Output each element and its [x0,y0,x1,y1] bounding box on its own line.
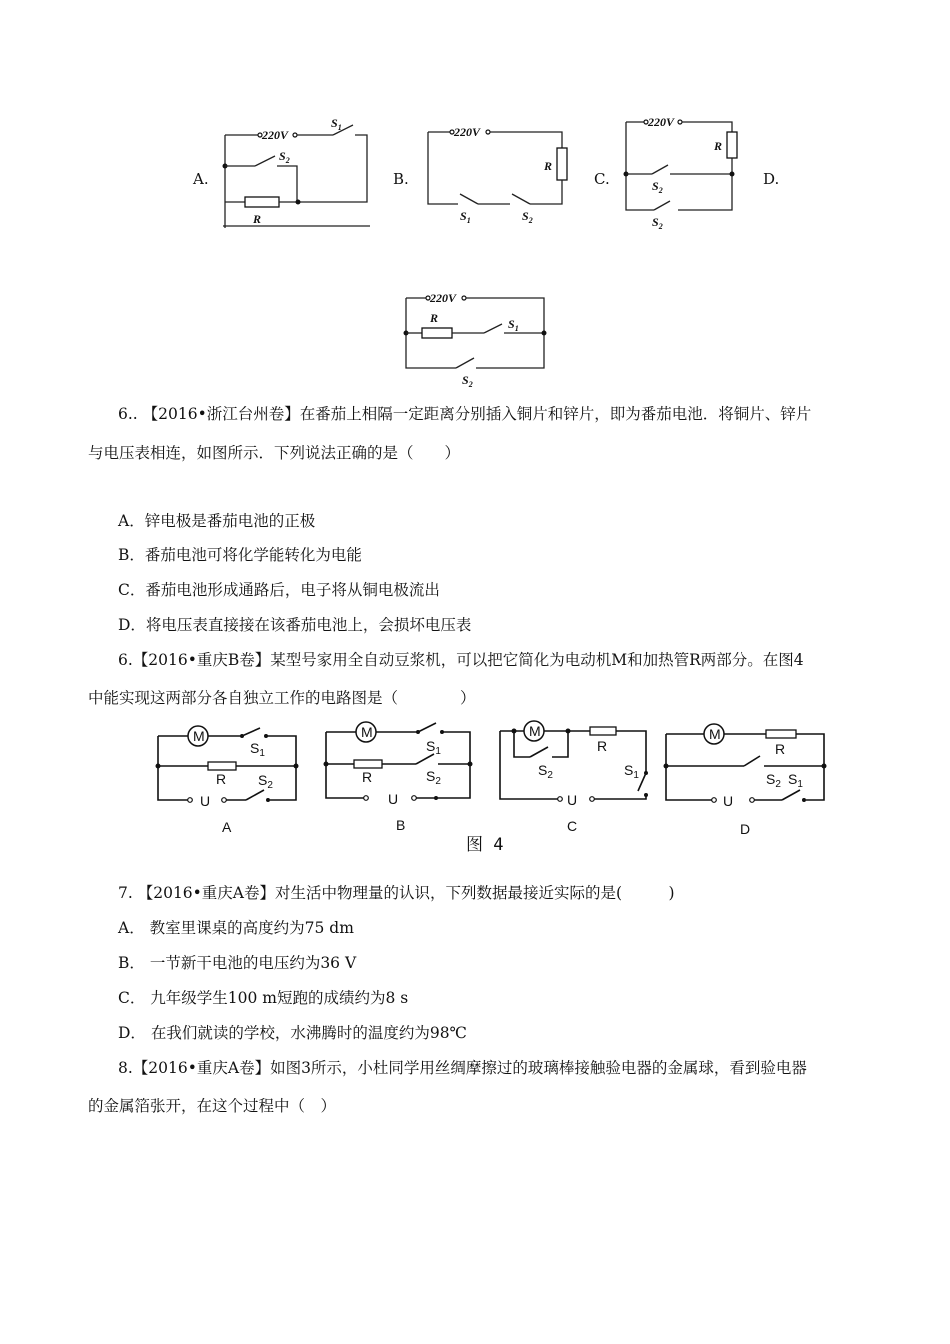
switch-label: $S_1$ [250,740,265,759]
figure-4-label-b: B [396,817,406,833]
question-7-option-c: C． 九年级学生100 m短跑的成绩约为8 s [118,989,409,1007]
voltage-label: 220V [262,128,289,142]
motor-label: M [709,726,721,742]
figure-4-label-d: D [740,821,751,837]
question-6b-line-2: 中能实现这两部分各自独立工作的电路图是（ ） [88,689,476,707]
figure-4-label-a: A [222,819,232,835]
switch-label: $S_2$ [766,771,781,790]
question-8-line-2: 的金属箔张开，在这个过程中（ ） [88,1097,337,1115]
switch-label: $S_2$ [258,772,273,791]
resistor-label: R [597,738,608,754]
switch-label: $S_2$ [538,762,553,781]
switch-label: $S_2$ [652,179,663,195]
switch-label: $S_2$ [522,209,533,225]
switch-label: $S_2$ [652,215,663,231]
voltage-label: 220V [454,125,481,139]
figure-4-circuit-d [660,718,835,843]
switch-label: $S_1$ [460,209,471,225]
question-6a-option-d: D．将电压表直接接在该番茄电池上，会损坏电压表 [118,616,472,634]
option-a-label: A. [193,170,209,188]
motor-label: M [193,728,205,744]
resistor-label: R [775,741,786,757]
switch-label: $S_2$ [426,768,441,787]
question-6a-line-2: 与电压表相连，如图所示．下列说法正确的是（ ） [88,444,461,462]
source-label: U [567,792,578,808]
question-6a-option-b: B．番茄电池可将化学能转化为电能 [118,546,362,564]
switch-label: $S_1$ [788,771,803,790]
question-6a-line-1: 6.. 【2016•浙江台州卷】在番茄上相隔一定距离分别插入铜片和锌片，即为番茄电池．将铜片、锌片 [118,405,812,423]
question-7-option-b: B． 一节新干电池的电压约为36 V [118,954,357,972]
question-6b-line-1: 6.【2016•重庆B卷】某型号家用全自动豆浆机，可以把它简化为电动机M和加热管R两部分。在图4 [118,651,804,669]
switch-label: $S_1$ [426,738,441,757]
question-6a-option-c: C．番茄电池形成通路后，电子将从铜电极流出 [118,581,440,599]
circuit-diagram-c [618,110,748,230]
option-c-label: C. [594,170,610,188]
resistor-label: R [216,771,227,787]
resistor-label: R [714,139,723,153]
figure-4-circuit-b [320,718,480,838]
figure-4-caption: 图 4 [466,835,504,855]
option-d-label: D. [763,170,780,188]
motor-label: M [529,723,541,739]
voltage-label: 220V [648,115,675,129]
switch-label: $S_1$ [624,762,639,781]
figure-4-label-c: C [567,818,578,834]
switch-label: $S_1$ [508,317,519,333]
option-b-label: B. [393,170,409,188]
circuit-diagram-a [215,110,375,230]
source-label: U [200,793,211,809]
figure-4-circuit-a [150,722,305,837]
question-6a-option-a: A．锌电极是番茄电池的正极 [118,512,316,530]
question-8-line-1: 8.【2016•重庆A卷】如图3所示，小杜同学用丝绸摩擦过的玻璃棒接触验电器的金属球，看到验电器 [118,1059,807,1077]
question-7-option-d: D． 在我们就读的学校，水沸腾时的温度约为98℃ [118,1024,467,1042]
source-label: U [388,791,399,807]
resistor-label: R [544,159,553,173]
resistor-label: R [362,769,373,785]
circuit-diagram-d [398,288,553,388]
resistor-label: R [430,311,439,325]
switch-label: $S_2$ [279,149,290,165]
figure-4-circuit-c [494,715,654,840]
switch-label: $S_2$ [462,373,473,389]
voltage-label: 220V [430,291,457,305]
question-7-option-a: A． 教室里课桌的高度约为75 dm [118,919,354,937]
circuit-diagram-b [420,120,570,230]
source-label: U [723,793,734,809]
motor-label: M [361,724,373,740]
question-7-line-1: 7. 【2016•重庆A卷】对生活中物理量的认识，下列数据最接近实际的是( ) [118,884,675,902]
resistor-label: R [253,212,262,226]
switch-label: $S_1$ [331,116,342,132]
